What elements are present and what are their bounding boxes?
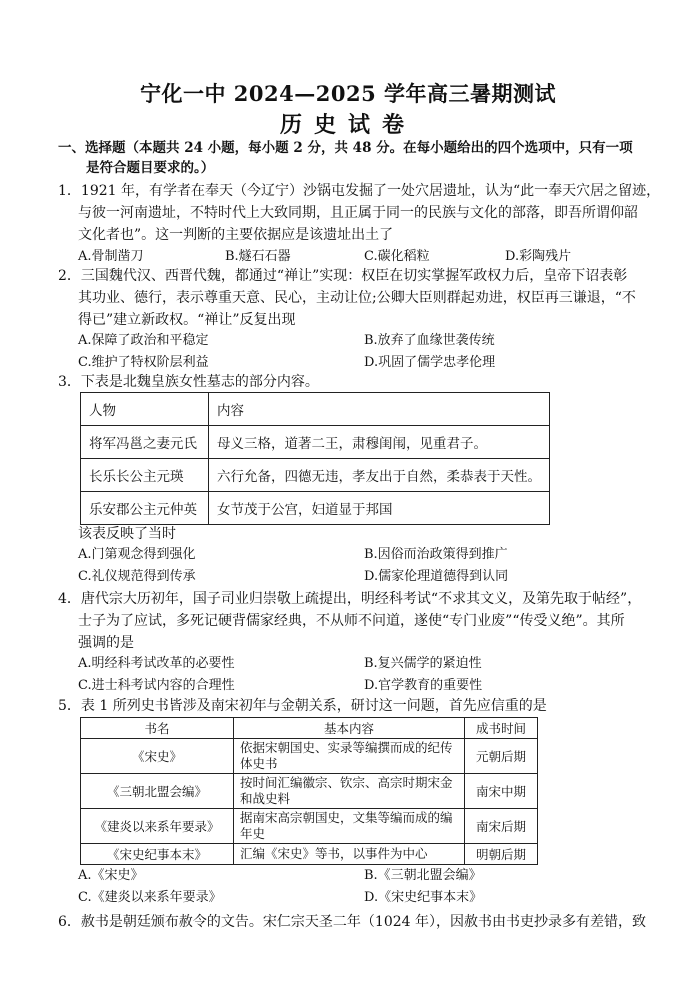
table-row (81, 844, 538, 865)
table-cell: 母义三格，道著二王，肃穆闺闱，见重君子。 (209, 426, 550, 459)
table-header-basic: 基本内容 (234, 718, 465, 739)
q1-option-a[interactable]: A.骨制凿刀 (78, 249, 144, 264)
q4-option-c[interactable]: C.进士科考试内容的合理性 (78, 678, 235, 693)
q4-stem-line3: 强调的是 (78, 635, 134, 651)
table-cell: 乐安郡公主元仲英 (81, 492, 209, 525)
table-cell: 南宋中期 (465, 774, 538, 809)
table-header-person: 人物 (81, 393, 209, 426)
table-cell: 将军冯邕之妻元氏 (81, 426, 209, 459)
q4-stem-line2: 士子为了应试，多死记硬背儒家经典，不从师不问道，遂使“专门业废”“传受义绝”。其所 (78, 613, 625, 629)
q2-option-b[interactable]: B.放弃了血缘世袭传统 (364, 333, 495, 348)
q5-option-c[interactable]: C.《建炎以来系年要录》 (78, 890, 222, 905)
table-cell: 《宋史纪事本末》 (81, 844, 234, 865)
table-header-book: 书名 (81, 718, 234, 739)
q3-option-c[interactable]: C.礼仪规范得到传承 (78, 569, 196, 584)
table-cell: 按时间汇编徽宗、钦宗、高宗时期宋金和战史料 (234, 774, 465, 809)
q5-table (80, 717, 538, 865)
exam-title: 宁化一中 2024—2025 学年高三暑期测试 (139, 81, 556, 106)
q5-option-d[interactable]: D.《宋史纪事本末》 (364, 890, 483, 905)
section-heading-line2: 是符合题目要求的。） (86, 160, 215, 176)
q2-stem-line2: 其功业、德行，表示尊重天意、民心，主动让位;公卿大臣则群起劝进，权臣再三谦退，“不 (78, 290, 636, 306)
q1-stem-line3: 文化者也”。这一判断的主要依据应是该遗址出土了 (78, 227, 394, 243)
table-cell: 汇编《宋史》等书，以事件为中心 (234, 844, 465, 865)
q1-option-c[interactable]: C.碳化稻粒 (364, 249, 430, 264)
q2-stem-line1: 2．三国魏代汉、西晋代魏，都通过“禅让”实现：权臣在切实掌握军政权力后，皇帝下诏表彰 (58, 268, 628, 284)
q4-option-b[interactable]: B.复兴儒学的紧迫性 (364, 656, 482, 671)
table-row (81, 492, 550, 525)
q1-option-d[interactable]: D.彩陶残片 (505, 249, 572, 264)
q4-stem-line1: 4．唐代宗大历初年，国子司业归崇敬上疏提出，明经科考试“不求其文义，及第先取于帖经”， (58, 591, 642, 607)
table-row (81, 459, 550, 492)
q6-stem-line1: 6．赦书是朝廷颁布赦令的文告。宋仁宗天圣二年（1024 年），因赦书由书吏抄录多有差错，致 (58, 914, 646, 930)
exam-subtitle: 历史试卷 (279, 112, 416, 138)
q1-stem-line2: 与彼一河南遗址，不特时代上大致同期，且正属于同一的民族与文化的部落，即吾所谓仰韶 (78, 205, 638, 221)
q2-option-c[interactable]: C.维护了特权阶层利益 (78, 355, 209, 370)
q3-option-b[interactable]: B.因俗而治政策得到推广 (364, 547, 508, 562)
section-heading-line1: 一、选择题（本题共 24 小题，每小题 2 分，共 48 分。在每小题给出的四个选项中，只有一项 (58, 140, 633, 156)
table-cell: 《三朝北盟会编》 (81, 774, 234, 809)
q3-option-a[interactable]: A.门第观念得到强化 (78, 547, 196, 562)
table-cell: 长乐长公主元瑛 (81, 459, 209, 492)
table-row (81, 718, 538, 739)
table-row (81, 393, 550, 426)
q1-stem-line1: 1．1921 年，有学者在奉天（今辽宁）沙锅屯发掘了一处穴居遗址，认为“此一奉天穴居之留迹， (58, 183, 661, 199)
table-cell: 六行允备，四德无违，孝友出于自然，柔恭表于天性。 (209, 459, 550, 492)
q2-option-a[interactable]: A.保障了政治和平稳定 (78, 333, 209, 348)
table-row (81, 426, 550, 459)
q4-option-a[interactable]: A.明经科考试改革的必要性 (78, 656, 235, 671)
q3-question: 该表反映了当时 (78, 526, 176, 542)
table-cell: 《建炎以来系年要录》 (81, 809, 234, 844)
table-cell: 明朝后期 (465, 844, 538, 865)
q4-option-d[interactable]: D.官学教育的重要性 (364, 678, 483, 693)
q5-stem: 5．表 1 所列史书皆涉及南宋初年与金朝关系，研讨这一问题，首先应信重的是 (58, 698, 547, 714)
q5-option-b[interactable]: B.《三朝北盟会编》 (364, 868, 482, 883)
q5-option-a[interactable]: A.《宋史》 (78, 868, 144, 883)
q2-option-d[interactable]: D.巩固了儒学忠孝伦理 (364, 355, 496, 370)
table-cell: 南宋后期 (465, 809, 538, 844)
table-cell: 《宋史》 (81, 739, 234, 774)
table-row (81, 809, 538, 844)
q2-stem-line3: 得已”建立新政权。“禅让”反复出现 (78, 312, 296, 328)
table-row (81, 739, 538, 774)
q3-option-d[interactable]: D.儒家伦理道德得到认同 (364, 569, 509, 584)
table-header-content: 内容 (209, 393, 550, 426)
q1-option-b[interactable]: B.燧石石器 (225, 249, 291, 264)
table-cell: 女节茂于公宫，妇道显于邦国 (209, 492, 550, 525)
table-cell: 依据宋朝国史、实录等编撰而成的纪传体史书 (234, 739, 465, 774)
table-cell: 据南宋高宗朝国史，文集等编而成的编年史 (234, 809, 465, 844)
table-cell: 元朝后期 (465, 739, 538, 774)
table-row (81, 774, 538, 809)
table-header-time: 成书时间 (465, 718, 538, 739)
q3-table (80, 392, 550, 525)
q3-stem: 3．下表是北魏皇族女性墓志的部分内容。 (58, 374, 319, 390)
